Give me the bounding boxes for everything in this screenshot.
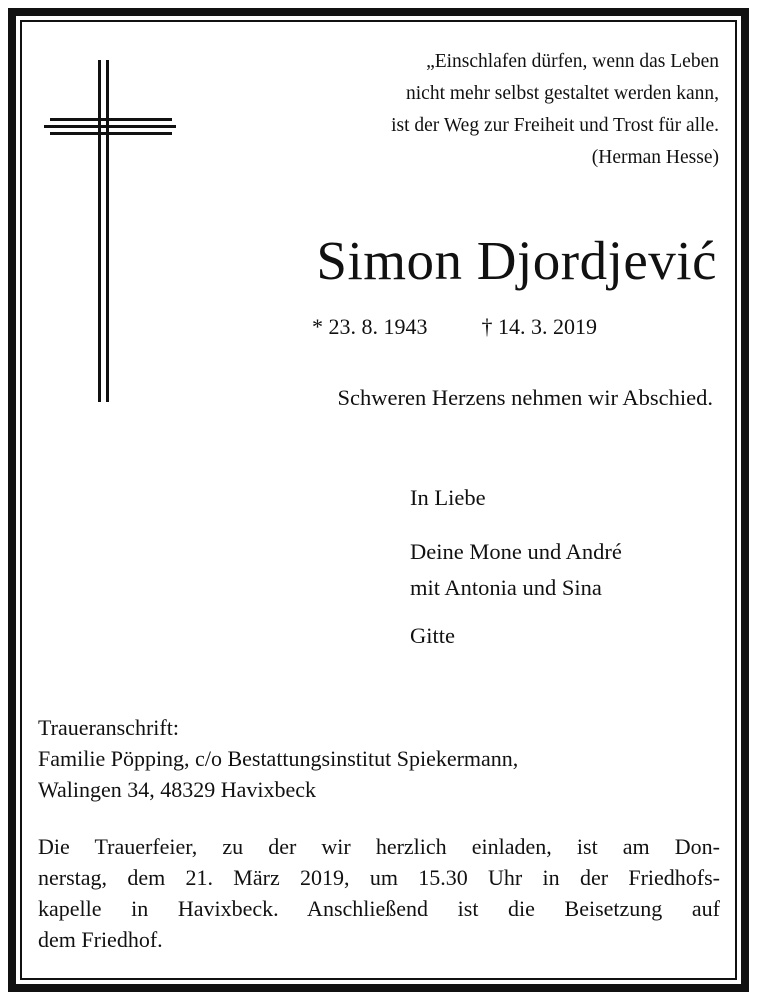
mourning-address	[38, 712, 518, 805]
death-date: † 14. 3. 2019	[481, 314, 597, 339]
ceremony-line: Die Trauerfeier, zu der wir herzlich einladen, ist am Don-	[38, 834, 720, 859]
birth-date: * 23. 8. 1943	[312, 314, 428, 339]
quote-line: ist der Weg zur Freiheit und Trost für alle.	[391, 115, 719, 136]
quote-line: nicht mehr selbst gestaltet werden kann,	[406, 83, 719, 104]
ceremony-line: kapelle in Havixbeck. Anschließend ist die Beisetzung auf	[38, 896, 720, 921]
family-names-line: Gitte	[410, 623, 455, 648]
address-label: Traueranschrift:	[38, 715, 179, 740]
life-dates	[312, 312, 597, 342]
ceremony-line: dem Friedhof.	[38, 927, 163, 952]
ceremony-line: nerstag, dem 21. März 2019, um 15.30 Uhr in der Friedhofs-	[38, 865, 720, 890]
hesse-quote	[249, 46, 719, 174]
ceremony-notice	[38, 831, 720, 955]
quote-author: (Herman Hesse)	[591, 147, 719, 168]
address-line: Walingen 34, 48329 Havixbeck	[38, 777, 317, 802]
quote-line: „Einschlafen dürfen, wenn das Leben	[426, 51, 719, 72]
family-intro: In Liebe	[410, 485, 486, 510]
farewell-text: Schweren Herzens nehmen wir Abschied.	[337, 385, 713, 410]
cross-icon	[40, 52, 180, 408]
family-signatures	[410, 480, 622, 654]
address-line: Familie Pöpping, c/o Bestattungsinstitut Spiekermann,	[38, 746, 519, 771]
family-names-line: Deine Mone und André	[410, 539, 622, 564]
family-names-line: mit Antonia und Sina	[410, 575, 602, 600]
family-group	[410, 534, 622, 606]
deceased-name: Simon Djordjević	[316, 230, 717, 291]
